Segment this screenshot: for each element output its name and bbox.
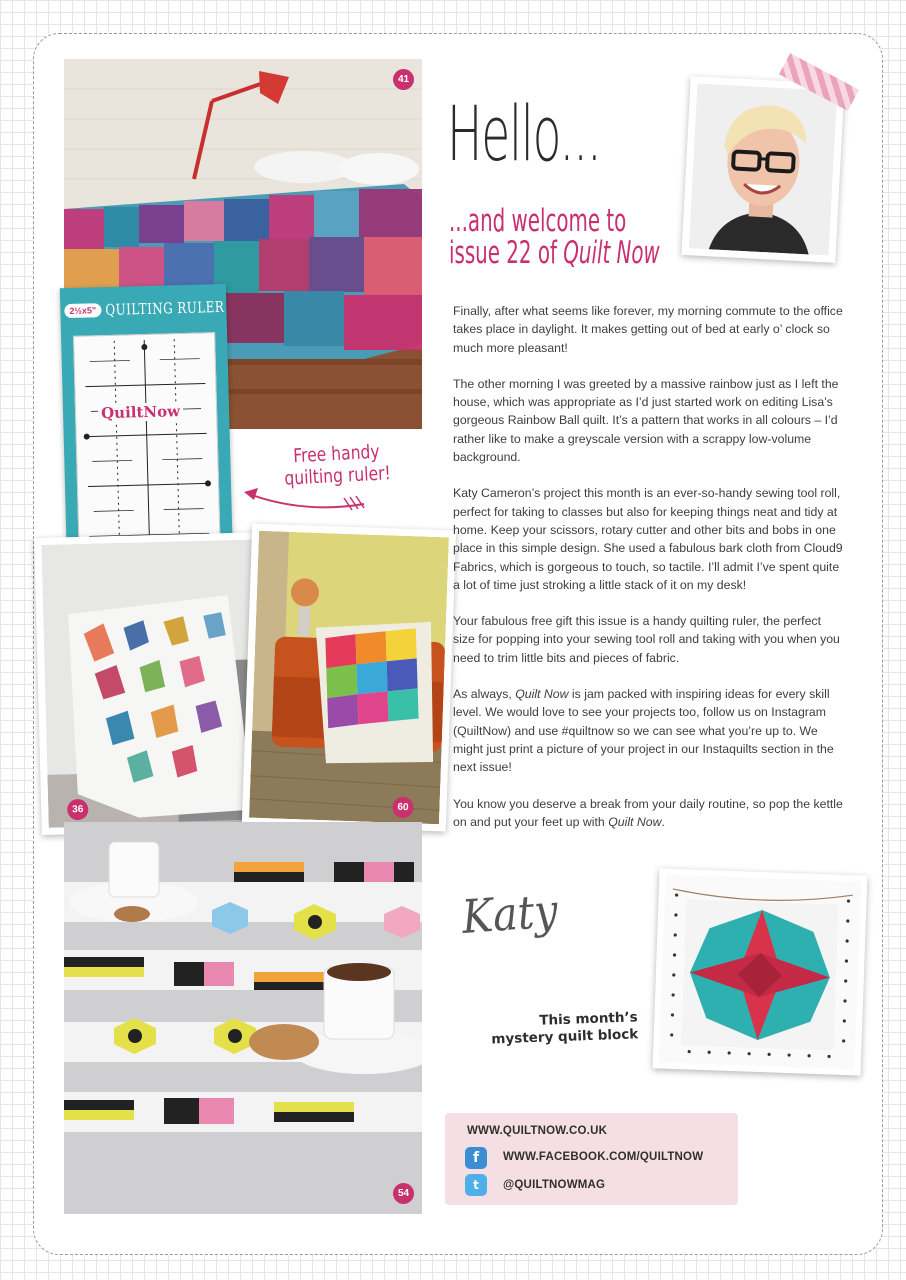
letter-paragraph-2: The other morning I was greeted by a massive rainbow just as I left the house, which was appropriate as I’d just started work on editing Lisa’s gorgeous Rainbow Ball quilt. It’s a pattern that works in all colours – I’d rather like to make a greyscale version with a scrappy low-volume background. xyxy=(453,376,839,465)
page-badge-36: 36 xyxy=(67,799,89,821)
page-badge-54: 54 xyxy=(393,1183,414,1204)
p6-rest: . xyxy=(661,814,665,829)
facebook-icon[interactable]: f xyxy=(465,1147,487,1169)
p5-magazine-title: Quilt Now xyxy=(515,687,569,702)
editor-signature: Katy xyxy=(460,883,560,944)
facebook-link[interactable]: WWW.FACEBOOK.COM/QUILTNOW xyxy=(503,1151,704,1163)
photo-frame-36 xyxy=(34,532,278,835)
letter-paragraph-6 xyxy=(453,795,845,832)
hello-heading: Hello... xyxy=(447,89,601,178)
website-link[interactable]: WWW.QUILTNOW.CO.UK xyxy=(467,1125,608,1137)
p6-lead: You know you deserve a break from your daily routine, so pop the kettle on and put your feet up with xyxy=(453,796,843,829)
editor-portrait xyxy=(689,83,837,255)
welcome-line-2 xyxy=(449,237,660,269)
p5-rest: is jam packed with inspiring ideas for every skill level. We would love to see your projects too, follow us on Instagram (QuiltNow) and use #quiltnow so we can see what you’re up to. We might just print a picture of your project in our Instaquilts section in the next issue! xyxy=(453,687,834,775)
p6-magazine-title: Quilt Now xyxy=(608,814,662,829)
page-badge-41: 41 xyxy=(393,69,414,90)
letter-paragraph-5 xyxy=(453,685,845,776)
mystery-block-caption: This month’s mystery quilt block xyxy=(491,1009,639,1048)
twitter-icon[interactable]: t xyxy=(465,1174,487,1196)
ruler-brand: QuiltNow xyxy=(98,402,183,422)
page-badge-60: 60 xyxy=(392,797,414,819)
editor-letter xyxy=(453,302,845,849)
welcome-issue-text: issue 22 of xyxy=(449,235,564,271)
sofa-quilt-photo xyxy=(249,531,449,824)
welcome-subheading xyxy=(449,205,660,269)
editor-photo-frame xyxy=(681,76,844,263)
mystery-quilt-block xyxy=(659,875,861,1070)
letter-paragraph-3: Katy Cameron’s project this month is an ever-so-handy sewing tool roll, perfect for taking to classes but also for keeping things neat and tidy at home. Keep your scissors, rotary cutter and other bits and bobs in one place in this simple design. She used a fabulous bark cloth from Cloud9 Fabrics, which is gorgeous to touch, so tactile. I’ll admit I’ve spent quite a lot of time just stroking a little stack of it on my desk! xyxy=(453,486,843,592)
ruler-size-label: 2½x5" xyxy=(64,303,101,318)
ruler-caption: Free handy quilting ruler! xyxy=(283,440,392,490)
mystery-block-frame xyxy=(653,868,868,1075)
welcome-line-1: ...and welcome to xyxy=(449,203,627,239)
table-runner-photo xyxy=(64,822,422,1214)
bed-throw-quilt-photo xyxy=(41,539,270,828)
letter-paragraph-4: Your fabulous free gift this issue is a handy quilting ruler, the perfect size for popping into your sewing tool roll and taking with you when you need to trim little bits and pieces of fabric. xyxy=(453,614,840,665)
p5-lead: As always, xyxy=(453,687,516,702)
twitter-handle[interactable]: @QUILTNOWMAG xyxy=(503,1179,606,1191)
photo-frame-60 xyxy=(242,524,456,832)
contact-links-box xyxy=(445,1113,738,1205)
welcome-magazine-title: Quilt Now xyxy=(563,235,660,271)
ruler-title: QUILTING RULER xyxy=(104,297,225,320)
letter-paragraph-1: Finally, after what seems like forever, my morning commute to the office takes place in daylight. It makes getting out of bed at early o’ clock so much more pleasant! xyxy=(453,304,843,355)
arrow-icon xyxy=(244,484,374,514)
